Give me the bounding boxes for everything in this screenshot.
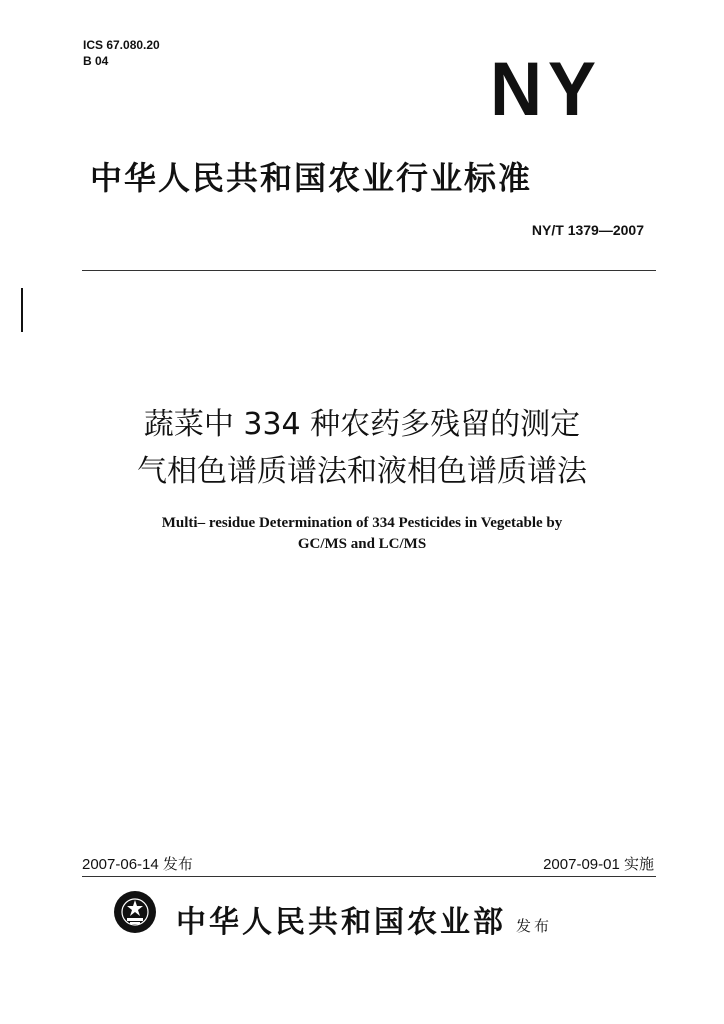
classification-code: B 04 [83, 54, 109, 68]
issuer-suffix: 发布 [516, 917, 553, 935]
top-divider [82, 270, 656, 271]
standard-number: NY/T 1379—2007 [531, 222, 644, 238]
bottom-divider [82, 876, 656, 877]
side-mark [21, 288, 23, 332]
ny-logo: NY [490, 47, 602, 132]
chinese-title-line-2: 气相色谱质谱法和液相色谱质谱法 [137, 454, 587, 489]
ics-code: ICS 67.080.20 [83, 38, 160, 52]
national-emblem-icon [112, 889, 158, 935]
english-title-line-1: Multi– residue Determination of 334 Pesticides in Vegetable by [161, 515, 563, 531]
implementation-date: 2007-09-01 实施 [543, 856, 654, 873]
chinese-title-line-1: 蔬菜中 334 种农药多残留的测定 [143, 407, 581, 442]
issue-date: 2007-06-14 发布 [82, 856, 193, 873]
organization-title: 中华人民共和国农业行业标准 [90, 159, 533, 197]
english-title-line-2: GC/MS and LC/MS [297, 536, 427, 552]
issuer-name: 中华人民共和国农业部 [176, 905, 506, 940]
